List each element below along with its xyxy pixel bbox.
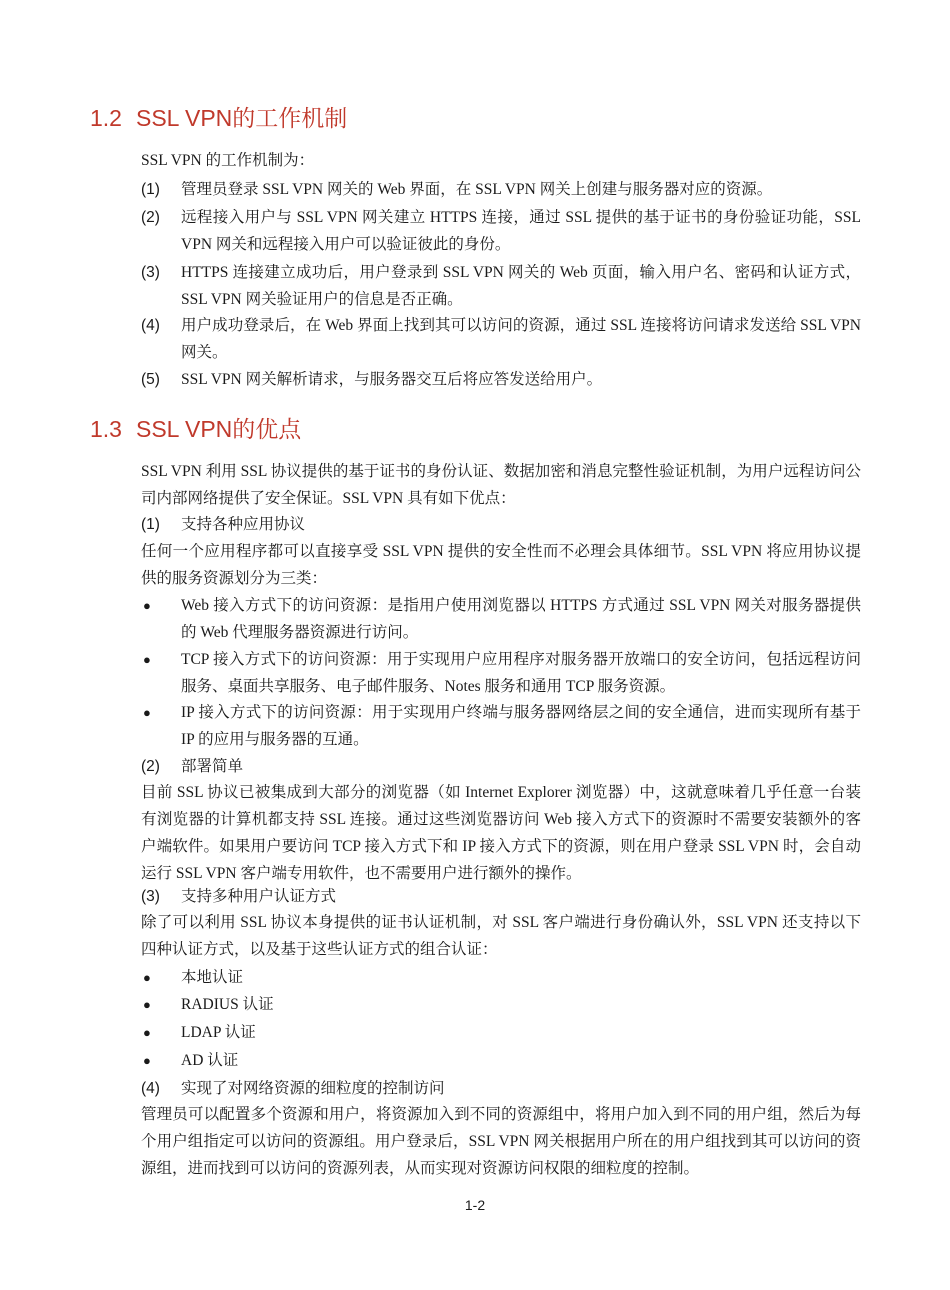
list-item — [141, 366, 861, 393]
subheading-3 — [141, 883, 861, 910]
bullet-item — [141, 991, 861, 1018]
list-marker: (1) — [141, 181, 160, 198]
bullet-marker: ● — [143, 1025, 151, 1040]
bullet-marker: ● — [143, 705, 151, 720]
bullet-marker: ● — [143, 598, 151, 613]
list-marker: (2) — [141, 758, 160, 775]
list-marker: (4) — [141, 1080, 160, 1097]
bullet-item — [141, 646, 861, 700]
subheading-1 — [141, 511, 861, 538]
subheading-text: 实现了对网络资源的细粒度的控制访问 — [181, 1080, 445, 1097]
page-number: 1-2 — [464, 1197, 486, 1213]
list-marker: (3) — [141, 888, 160, 905]
bullet-marker: ● — [143, 970, 151, 985]
bullet-text: AD 认证 — [181, 1052, 239, 1069]
bullet-text: TCP 接入方式下的访问资源：用于实现用户应用程序对服务器开放端口的安全访问，包括远程访问服务、桌面共享服务、电子邮件服务、Notes 服务和通用 TCP 服务资源。 — [181, 651, 861, 695]
paragraph-intro-1-3: SSL VPN 利用 SSL 协议提供的基于证书的身份认证、数据加密和消息完整性验证机制，为用户远程访问公司内部网络提供了安全保证。SSL VPN 具有如下优点： — [141, 463, 861, 507]
list-text: HTTPS 连接建立成功后，用户登录到 SSL VPN 网关的 Web 页面，输入用户名、密码和认证方式，SSL VPN 网关验证用户的信息是否正确。 — [181, 264, 861, 308]
subheading-2 — [141, 753, 861, 780]
list-marker: (5) — [141, 371, 160, 388]
bullet-item — [141, 1019, 861, 1046]
section-title: SSL VPN的优点 — [135, 416, 302, 442]
list-marker: (3) — [141, 264, 160, 281]
paragraph-adv1: 任何一个应用程序都可以直接享受 SSL VPN 提供的安全性而不必理会具体细节。SSL VPN 将应用协议提供的服务资源划分为三类： — [141, 543, 861, 587]
bullet-marker: ● — [143, 652, 151, 667]
bullet-item — [141, 592, 861, 646]
list-text: 管理员登录 SSL VPN 网关的 Web 界面，在 SSL VPN 网关上创建与服务器对应的资源。 — [181, 181, 773, 198]
bullet-text: 本地认证 — [181, 969, 244, 986]
subheading-text: 部署简单 — [181, 758, 244, 775]
list-marker: (4) — [141, 317, 160, 334]
paragraph-adv4: 管理员可以配置多个资源和用户，将资源加入到不同的资源组中，将用户加入到不同的用户组，然后为每个用户组指定可以访问的资源组。用户登录后，SSL VPN 网关根据用户所在的用户组找到其可以访问的资源组，进而找到可以访问的资源列表，从而实现对资源访问权限的细粒度的控制。 — [141, 1106, 861, 1177]
subheading-text: 支持各种应用协议 — [181, 516, 306, 533]
list-marker: (2) — [141, 209, 160, 226]
list-text: SSL VPN 网关解析请求，与服务器交互后将应答发送给用户。 — [181, 371, 603, 388]
bullet-text: RADIUS 认证 — [181, 996, 274, 1013]
paragraph-adv3: 除了可以利用 SSL 协议本身提供的证书认证机制，对 SSL 客户端进行身份确认外，SSL VPN 还支持以下四种认证方式，以及基于这些认证方式的组合认证： — [141, 914, 861, 958]
bullet-marker: ● — [143, 997, 151, 1012]
list-item — [141, 259, 861, 313]
section-heading-1-3 — [90, 411, 301, 444]
subheading-4 — [141, 1075, 861, 1102]
bullet-text: LDAP 认证 — [181, 1024, 256, 1041]
bullet-item — [141, 964, 861, 991]
bullet-marker: ● — [143, 1053, 151, 1068]
bullet-item — [141, 1047, 861, 1074]
section-title: SSL VPN的工作机制 — [135, 105, 348, 131]
list-text: 用户成功登录后，在 Web 界面上找到其可以访问的资源，通过 SSL 连接将访问请求发送给 SSL VPN 网关。 — [181, 317, 861, 361]
section-heading-1-2 — [90, 100, 347, 133]
paragraph-adv2: 目前 SSL 协议已被集成到大部分的浏览器（如 Internet Explorer 浏览器）中，这就意味着几乎任意一台装有浏览器的计算机都支持 SSL 连接。通过这些浏览器访问 Web 接入方式下的资源时不需要安装额外的客户端软件。如果用户要访问 TCP 接入方式下和 IP 接入方式下的资源，则在用户登录 SSL VPN 时，会自动运行 SSL VPN 客户端专用软件，也不需要用户进行额外的操作。 — [141, 784, 861, 882]
section-number: 1.2 — [90, 105, 122, 131]
subheading-text: 支持多种用户认证方式 — [181, 888, 337, 905]
list-text: 远程接入用户与 SSL VPN 网关建立 HTTPS 连接，通过 SSL 提供的基于证书的身份验证功能，SSL VPN 网关和远程接入用户可以验证彼此的身份。 — [181, 209, 861, 253]
bullet-item — [141, 699, 861, 753]
bullet-text: Web 接入方式下的访问资源：是指用户使用浏览器以 HTTPS 方式通过 SSL VPN 网关对服务器提供的 Web 代理服务器资源进行访问。 — [181, 597, 861, 641]
list-item — [141, 176, 861, 203]
list-marker: (1) — [141, 516, 160, 533]
section-number: 1.3 — [90, 416, 122, 442]
list-item — [141, 204, 861, 258]
list-item — [141, 312, 861, 366]
bullet-text: IP 接入方式下的访问资源：用于实现用户终端与服务器网络层之间的安全通信，进而实现所有基于 IP 的应用与服务器的互通。 — [181, 704, 861, 748]
paragraph-intro-1-2: SSL VPN 的工作机制为： — [141, 152, 315, 169]
